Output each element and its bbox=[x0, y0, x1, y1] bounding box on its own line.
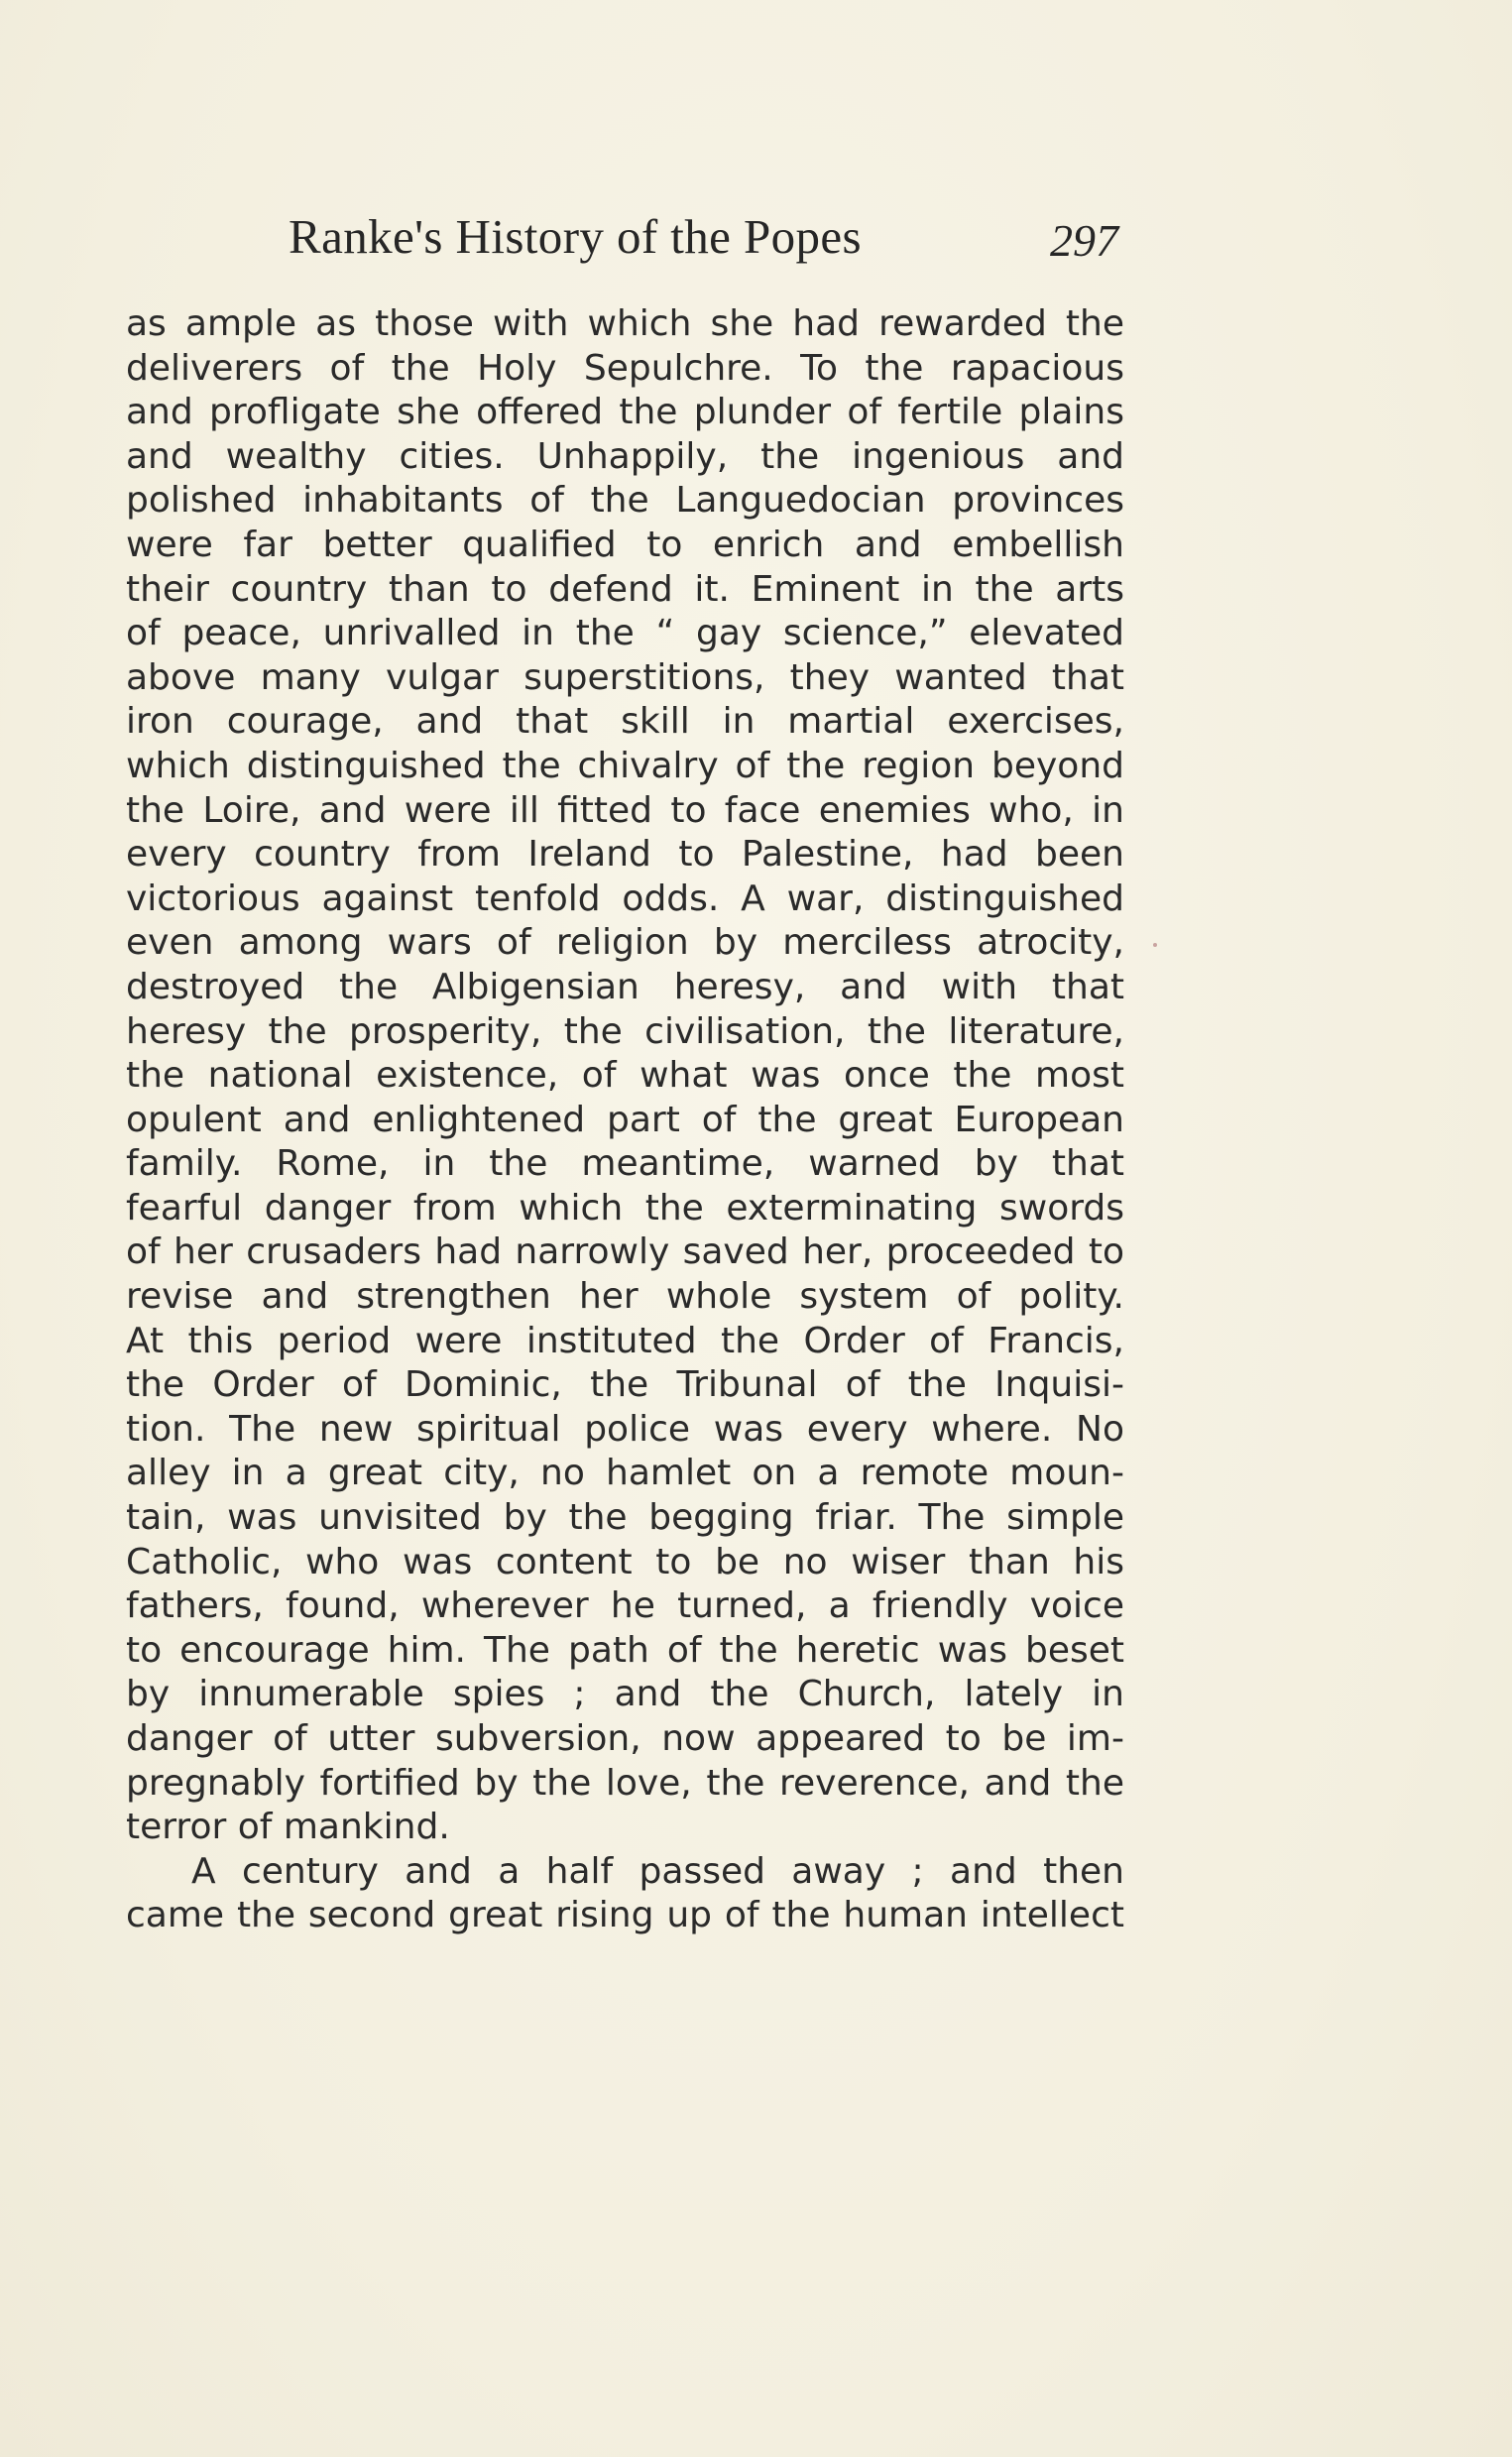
text-line: and wealthy cities. Unhappily, the ingenious and bbox=[126, 435, 1124, 477]
ink-speck bbox=[1153, 943, 1157, 947]
text-line: were far better qualified to enrich and embellish bbox=[126, 524, 1124, 565]
text-line-paragraph-end: terror of mankind. bbox=[126, 1807, 450, 1848]
text-line: fathers, found, wherever he turned, a friendly voice bbox=[126, 1585, 1124, 1627]
text-line: polished inhabitants of the Languedocian provinces bbox=[126, 480, 1124, 522]
text-line: every country from Ireland to Palestine, had been bbox=[126, 834, 1124, 876]
running-head bbox=[127, 208, 1118, 268]
text-line: pregnably fortified by the love, the reverence, and the bbox=[126, 1762, 1124, 1804]
text-line: even among wars of religion by merciless atrocity, bbox=[126, 922, 1124, 964]
text-line: destroyed the Albigensian heresy, and with that bbox=[126, 966, 1124, 1007]
text-line: alley in a great city, no hamlet on a remote moun- bbox=[126, 1453, 1124, 1494]
text-line: above many vulgar superstitions, they wanted that bbox=[126, 656, 1124, 698]
text-line: iron courage, and that skill in martial exercises, bbox=[126, 701, 1124, 743]
text-line: Catholic, who was content to be no wiser than his bbox=[126, 1541, 1124, 1582]
text-line: the Loire, and were ill fitted to face enemies who, in bbox=[126, 789, 1124, 831]
text-line: tion. The new spiritual police was every where. No bbox=[126, 1408, 1124, 1450]
text-line: heresy the prosperity, the civilisation, the literature, bbox=[126, 1010, 1124, 1052]
text-line: their country than to defend it. Eminent in the arts bbox=[126, 568, 1124, 610]
text-line: and profligate she offered the plunder of fertile plains bbox=[126, 392, 1124, 433]
text-line: danger of utter subversion, now appeared to be im- bbox=[126, 1718, 1124, 1759]
text-line: by innumerable spies ; and the Church, lately in bbox=[126, 1674, 1124, 1715]
text-line-paragraph-start: A century and a half passed away ; and then bbox=[191, 1850, 1124, 1892]
text-line: opulent and enlightened part of the great European bbox=[126, 1099, 1124, 1140]
running-title: Ranke's History of the Popes bbox=[289, 209, 863, 264]
text-line: victorious against tenfold odds. A war, distinguished bbox=[126, 878, 1124, 919]
text-line: came the second great rising up of the human intellect bbox=[126, 1895, 1124, 1936]
text-line: of her crusaders had narrowly saved her, proceeded to bbox=[126, 1231, 1124, 1273]
page-number: 297 bbox=[1050, 215, 1118, 266]
text-line: of peace, unrivalled in the “ gay science,” elevated bbox=[126, 613, 1124, 654]
text-line: deliverers of the Holy Sepulchre. To the rapacious bbox=[126, 347, 1124, 389]
text-line: fearful danger from which the exterminating swords bbox=[126, 1187, 1124, 1228]
text-line: the national existence, of what was once the most bbox=[126, 1055, 1124, 1097]
text-line: to encourage him. The path of the heretic was beset bbox=[126, 1629, 1124, 1671]
text-line: At this period were instituted the Order of Francis, bbox=[126, 1320, 1124, 1361]
text-line: which distinguished the chivalry of the region beyond bbox=[126, 745, 1124, 786]
text-line: as ample as those with which she had rewarded the bbox=[126, 303, 1124, 344]
text-line: family. Rome, in the meantime, warned by that bbox=[126, 1143, 1124, 1185]
text-line: tain, was unvisited by the begging friar. The simple bbox=[126, 1497, 1124, 1539]
text-line: the Order of Dominic, the Tribunal of the Inquisi- bbox=[126, 1364, 1124, 1406]
text-line: revise and strengthen her whole system of polity. bbox=[126, 1276, 1124, 1318]
body-text bbox=[126, 302, 1124, 1938]
